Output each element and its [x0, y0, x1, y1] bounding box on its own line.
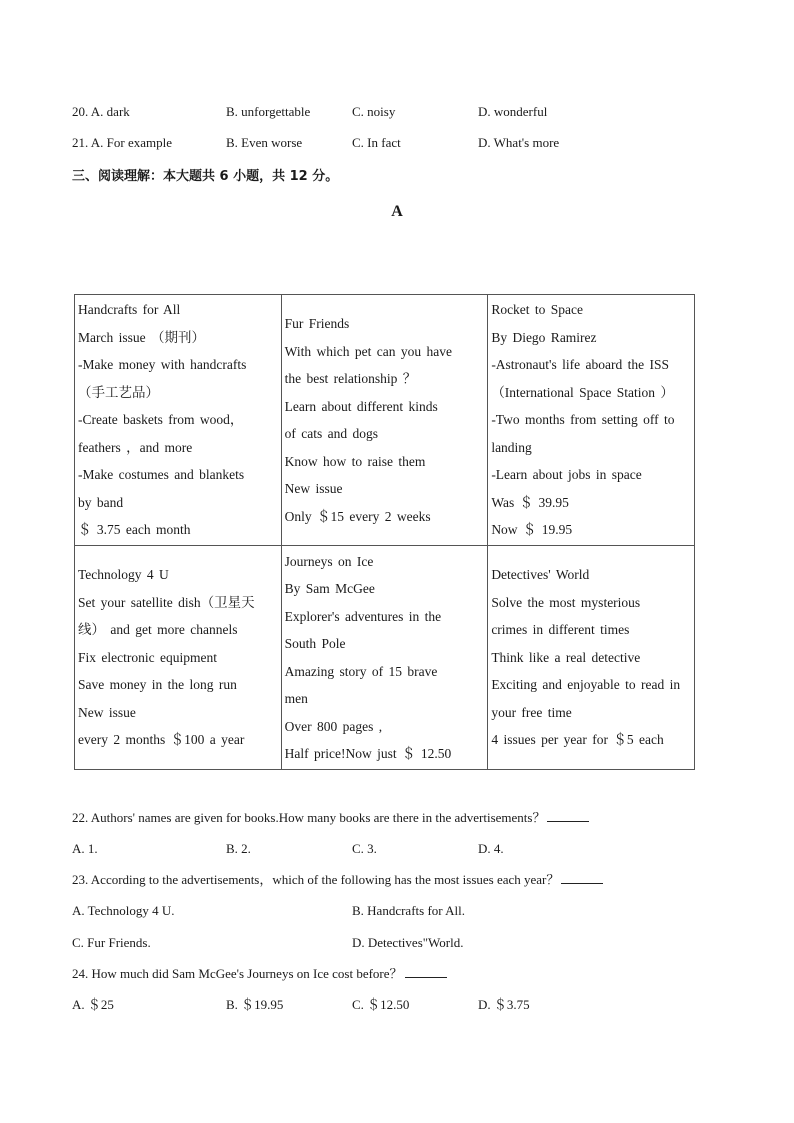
ad-line: Detectives' World: [491, 567, 590, 583]
ad-line: Now ＄ 19.95: [491, 522, 573, 538]
option-a: 21. A. For example: [72, 135, 173, 150]
ad-line: Think like a real detective: [491, 649, 641, 665]
ad-line: Over 800 pages ,: [284, 718, 383, 734]
ad-line: Solve the most mysterious: [491, 594, 641, 610]
ad-line: Know how to raise them: [284, 453, 426, 469]
ad-detectives-world: [488, 546, 695, 770]
ad-line: With which pet can you have: [284, 343, 452, 359]
option-b: B. Even worse: [226, 135, 303, 150]
ad-rocket-to-space: [488, 295, 695, 546]
ad-line: of cats and dogs: [284, 426, 379, 442]
answer-blank: [561, 871, 603, 884]
ad-line: Save money in the long run: [78, 677, 237, 693]
ad-line: feathers ，and more: [78, 439, 193, 455]
ad-line: 4 issues per year for ＄5 each: [491, 732, 664, 748]
ad-line: -Make costumes and blankets: [78, 467, 245, 483]
option-a: A. 1.: [72, 841, 98, 856]
ad-line: March issue （期刊）: [78, 329, 205, 345]
ad-line: -Two months from setting off to: [491, 412, 675, 428]
question-text: 24. How much did Sam McGee's Journeys on Ice cost before？: [72, 966, 403, 981]
ad-line: Explorer's adventures in the: [284, 608, 442, 624]
ad-line: ＄ 3.75 each month: [78, 522, 191, 538]
ad-line: Journeys on Ice: [284, 553, 374, 569]
option-b: B. unforgettable: [226, 104, 311, 119]
ad-line: Only ＄15 every 2 weeks: [284, 508, 431, 524]
ad-line: 线） and get more channels: [78, 622, 238, 638]
ad-line: （International Space Station ）: [491, 384, 674, 400]
ad-row-1: [75, 295, 695, 546]
ad-line: Fur Friends: [284, 316, 350, 332]
option-d: D. Detectives"World.: [352, 935, 464, 950]
answer-blank: [405, 965, 447, 978]
question-text: 23. According to the advertisements，which of the following has the most issues each year？: [72, 872, 560, 887]
option-b: B. ＄19.95: [226, 997, 284, 1012]
ad-line: Half price!Now just ＄ 12.50: [284, 746, 452, 762]
option-d: D. 4.: [478, 841, 504, 856]
ad-line: -Astronaut's life aboard the ISS: [491, 357, 669, 373]
ad-line: （手工艺品）: [78, 384, 159, 400]
option-d: D. What's more: [478, 135, 560, 150]
ad-line: New issue: [78, 704, 136, 720]
question-24: [72, 965, 447, 983]
ad-journeys-on-ice: [281, 546, 488, 770]
option-b: B. 2.: [226, 841, 251, 856]
option-c: C. In fact: [352, 135, 401, 150]
ad-line: South Pole: [284, 636, 346, 652]
ad-line: By Diego Ramirez: [491, 329, 597, 345]
ad-line: -Make money with handcrafts: [78, 357, 247, 373]
question-text: 22. Authors' names are given for books.How many books are there in the advertisements？: [72, 810, 546, 825]
ad-line: Fix electronic equipment: [78, 649, 217, 665]
ad-line: New issue: [284, 481, 343, 497]
ad-line: Handcrafts for All: [78, 302, 181, 318]
ad-line: By Sam McGee: [284, 581, 375, 597]
advertisements-table: [74, 294, 695, 770]
option-a: 20. A. dark: [72, 104, 130, 119]
ad-fur-friends: [281, 295, 488, 546]
option-a: A. Technology 4 U.: [72, 903, 175, 918]
ad-line: every 2 months ＄100 a year: [78, 732, 245, 748]
ad-line: landing: [491, 439, 532, 455]
question-22: [72, 809, 589, 827]
option-d: D. wonderful: [478, 104, 548, 119]
ad-handcrafts-for-all: [75, 295, 282, 546]
option-c: C. ＄12.50: [352, 997, 410, 1012]
option-c: C. 3.: [352, 841, 377, 856]
ad-line: crimes in different times: [491, 622, 630, 638]
option-d: D. ＄3.75: [478, 997, 530, 1012]
ad-line: Learn about different kinds: [284, 398, 438, 414]
ad-line: men: [284, 691, 308, 707]
ad-row-2: [75, 546, 695, 770]
ad-technology-4u: [75, 546, 282, 770]
section-heading: 三、阅读理解：本大题共 6 小题，共 12 分。: [72, 169, 339, 184]
option-c: C. Fur Friends.: [72, 935, 151, 950]
question-23: [72, 871, 603, 889]
answer-blank: [547, 809, 589, 822]
ad-line: -Learn about jobs in space: [491, 467, 642, 483]
ad-line: Was ＄ 39.95: [491, 494, 569, 510]
passage-letter: A: [391, 203, 403, 220]
option-b: B. Handcrafts for All.: [352, 903, 466, 918]
ad-line: -Create baskets from wood，: [78, 412, 244, 428]
ad-line: Technology 4 U: [78, 567, 169, 583]
ad-line: Amazing story of 15 brave: [284, 663, 438, 679]
ad-line: by band: [78, 494, 124, 510]
ad-line: your free time: [491, 704, 572, 720]
option-a: A. ＄25: [72, 997, 114, 1012]
ad-line: Exciting and enjoyable to read in: [491, 677, 681, 693]
ad-line: Set your satellite dish（卫星天: [78, 594, 255, 610]
ad-line: Rocket to Space: [491, 302, 584, 318]
ad-line: the best relationship ？: [284, 371, 417, 387]
option-c: C. noisy: [352, 104, 396, 119]
